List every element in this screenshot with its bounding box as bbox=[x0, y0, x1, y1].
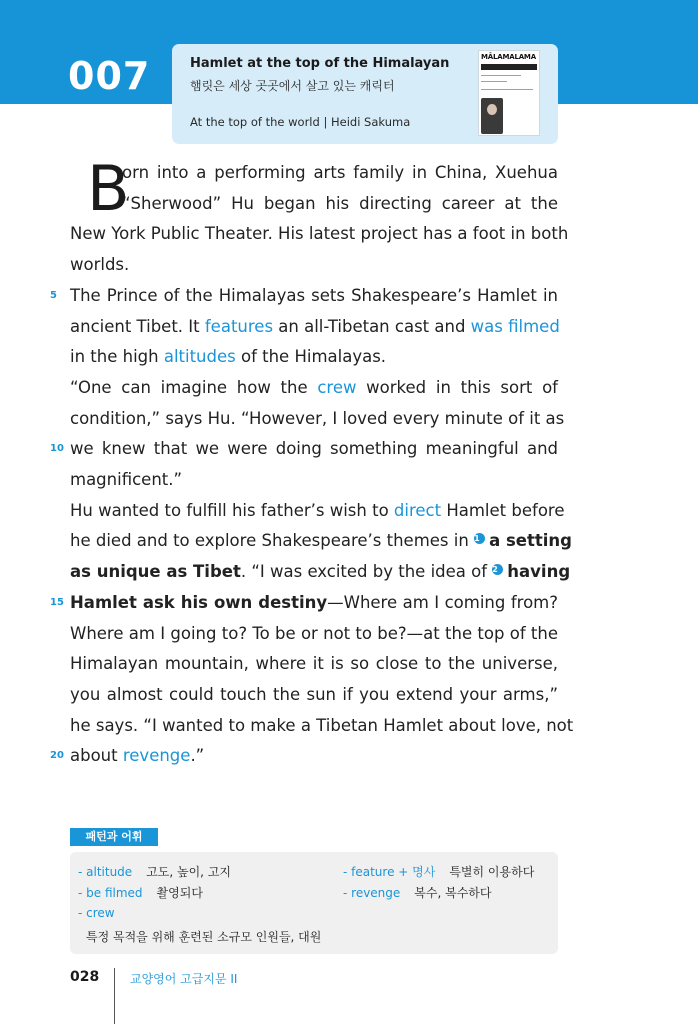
article-line bbox=[122, 192, 558, 216]
keyword: was filmed bbox=[470, 316, 560, 336]
article-text: orn into a performing arts family in China, Xuehua bbox=[122, 163, 558, 182]
vocab-meaning: 복수, 복수하다 bbox=[414, 886, 492, 900]
article-line bbox=[70, 714, 574, 738]
line-number: 20 bbox=[50, 750, 64, 761]
vocab-label: 패턴과 어휘 bbox=[70, 828, 158, 846]
line-number: 5 bbox=[50, 290, 57, 301]
vocab-item bbox=[343, 863, 534, 880]
thumbnail-text-line bbox=[481, 81, 507, 82]
article-line bbox=[122, 161, 558, 185]
line-number: 10 bbox=[50, 443, 64, 454]
drop-cap: B bbox=[87, 152, 130, 225]
vocab-item bbox=[78, 884, 203, 901]
article-line bbox=[70, 652, 558, 676]
article-line bbox=[70, 407, 565, 431]
line-number: 15 bbox=[50, 597, 64, 608]
article-text: he says. “I wanted to make a Tibetan Hamlet about love, not bbox=[70, 715, 574, 735]
article-line bbox=[70, 345, 558, 369]
article-text: in the high bbox=[70, 347, 164, 367]
vocab-meaning: 고도, 높이, 고지 bbox=[146, 865, 231, 879]
article-line bbox=[70, 529, 572, 553]
vocab-meaning: 촬영되다 bbox=[156, 886, 203, 900]
emphasis-text: having bbox=[507, 562, 571, 582]
article-text: “Sherwood” Hu began his directing career at the bbox=[122, 193, 558, 213]
article-text: New York Public Theater. His latest project has a foot in both bbox=[70, 224, 569, 244]
article-text: we knew that we were doing something meaningful and bbox=[70, 439, 558, 459]
keyword: altitudes bbox=[163, 347, 236, 367]
article-line bbox=[70, 622, 558, 646]
vocab-item bbox=[78, 863, 231, 880]
article-text: you almost could touch the sun if you extend your arms,” bbox=[70, 684, 558, 704]
article-text: about bbox=[70, 746, 123, 766]
vocab-meaning: 특별히 이용하다 bbox=[449, 865, 535, 879]
vocab-term: - be filmed bbox=[78, 886, 143, 900]
book-title: 교양영어 고급지문 II bbox=[130, 972, 238, 986]
article-text: of the Himalayas. bbox=[235, 347, 387, 367]
vocab-term: - altitude bbox=[78, 865, 133, 879]
article-text: magnificent.” bbox=[70, 470, 183, 489]
keyword: direct bbox=[393, 500, 442, 520]
vocab-term: - crew bbox=[78, 906, 115, 920]
question-marker-icon: 1 bbox=[474, 533, 485, 544]
source-card bbox=[172, 44, 558, 144]
article-text: Hu wanted to fulfill his father’s wish to bbox=[70, 500, 394, 520]
vocab-item bbox=[343, 884, 491, 901]
article-line bbox=[70, 744, 558, 768]
article-text: condition,” says Hu. “However, I loved every minute of it as bbox=[70, 408, 565, 428]
thumbnail-text-line bbox=[481, 75, 521, 76]
vocab-item bbox=[78, 906, 115, 920]
article-text: Himalayan mountain, where it is so close to the universe, bbox=[70, 654, 558, 674]
footer-divider bbox=[114, 968, 115, 1024]
article-line bbox=[70, 222, 569, 246]
article-text: Where am I going to? To be or not to be?—at the top of the bbox=[70, 623, 558, 643]
thumbnail-nav-bar bbox=[481, 64, 537, 70]
article-line bbox=[70, 591, 558, 615]
article-text: .” bbox=[190, 746, 205, 766]
vocab-term: - revenge bbox=[343, 886, 401, 900]
article-line bbox=[70, 560, 571, 584]
card-title: Hamlet at the top of the Himalayan bbox=[190, 56, 450, 71]
card-source: At the top of the world | Heidi Sakuma bbox=[190, 115, 411, 129]
vocab-item bbox=[86, 928, 321, 945]
card-subtitle: 햄릿은 세상 곳곳에서 살고 있는 캐릭터 bbox=[190, 79, 395, 93]
article-line bbox=[70, 253, 558, 277]
thumbnail-logo: MĀLAMALAMA bbox=[481, 53, 536, 61]
emphasis-text: Hamlet ask his own destiny bbox=[70, 592, 328, 612]
article-line bbox=[70, 284, 558, 308]
article-line bbox=[70, 499, 565, 523]
article-line bbox=[70, 468, 558, 492]
article-text: . “I was excited by the idea of bbox=[240, 562, 493, 582]
vocab-box bbox=[70, 852, 558, 954]
article-text: “One can imagine how the bbox=[70, 377, 318, 397]
article-text: an all-Tibetan cast and bbox=[273, 316, 471, 336]
article-line bbox=[70, 683, 558, 707]
page-number: 028 bbox=[70, 969, 100, 985]
keyword: revenge bbox=[122, 746, 191, 766]
keyword: crew bbox=[317, 377, 357, 397]
article-line bbox=[70, 315, 558, 339]
vocab-term: - feature + 명사 bbox=[343, 865, 436, 879]
thumbnail-text-line bbox=[481, 89, 533, 90]
article-text: worked in this sort of bbox=[356, 377, 558, 397]
emphasis-text: a setting bbox=[489, 531, 572, 551]
emphasis-text: as unique as Tibet bbox=[70, 562, 241, 582]
article-text: The Prince of the Himalayas sets Shakespeare’s Hamlet in bbox=[70, 285, 558, 305]
article-line bbox=[70, 376, 558, 400]
article-text: ancient Tibet. It bbox=[70, 316, 205, 336]
vocab-meaning: 특정 목적을 위해 훈련된 소규모 인원들, 대원 bbox=[86, 930, 322, 944]
article-text: —Where am I coming from? bbox=[327, 592, 558, 612]
article-line bbox=[70, 437, 558, 461]
thumbnail-photo bbox=[481, 98, 503, 134]
article-text: he died and to explore Shakespeare’s themes in bbox=[70, 531, 475, 551]
unit-number: 007 bbox=[68, 54, 151, 98]
article-text: worlds. bbox=[70, 255, 130, 275]
article-text: Hamlet before bbox=[441, 500, 565, 520]
keyword: features bbox=[204, 316, 274, 336]
question-marker-icon: 2 bbox=[492, 564, 503, 575]
source-thumbnail bbox=[478, 50, 540, 136]
